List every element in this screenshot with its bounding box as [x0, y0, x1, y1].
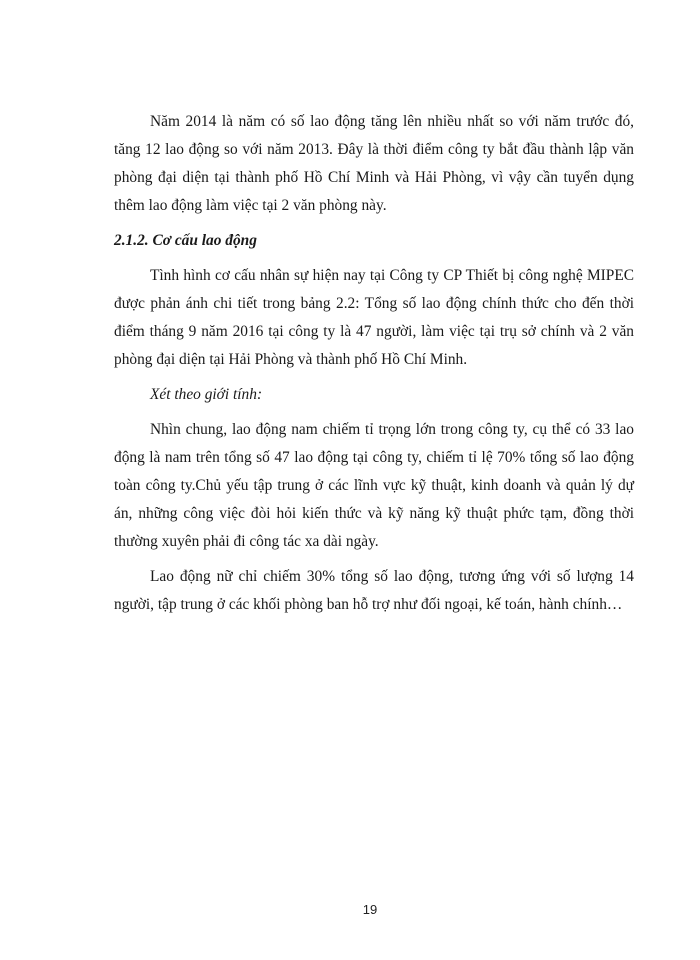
page-number: 19 — [362, 902, 378, 917]
paragraph-female-workers: Lao động nữ chỉ chiếm 30% tổng số lao động, tương ứng với số lượng 14 người, tập trung ở các khối phòng ban hỗ trợ như đối ngoại, kế toán, hành chính… — [114, 568, 634, 613]
document-body — [114, 108, 634, 626]
paragraph-2014-growth: Năm 2014 là năm có số lao động tăng lên nhiều nhất so với năm trước đó, tăng 12 lao động so với năm 2013. Đây là thời điểm công ty bắt đầu thành lập văn phòng đại diện tại thành phố Hồ Chí Minh và Hải Phòng, vì vậy cần tuyển dụng thêm lao động làm việc tại 2 văn phòng này. — [114, 113, 634, 214]
subheading-gender: Xét theo giới tính: — [150, 386, 263, 403]
paragraph-structure-intro: Tình hình cơ cấu nhân sự hiện nay tại Công ty CP Thiết bị công nghệ MIPEC được phản ánh chi tiết trong bảng 2.2: Tổng số lao động chính thức cho đến thời điểm tháng 9 năm 2016 tại công ty là 47 người, làm việc tại trụ sở chính và 2 văn phòng đại diện tại Hải Phòng và thành phố Hồ Chí Minh. — [114, 267, 634, 368]
paragraph-male-workers: Nhìn chung, lao động nam chiếm tỉ trọng lớn trong công ty, cụ thể có 33 lao động là nam trên tổng số 47 lao động tại công ty, chiếm tỉ lệ 70% tổng số lao động toàn công ty.Chủ yếu tập trung ở các lĩnh vực kỹ thuật, kinh doanh và quản lý dự án, những công việc đòi hỏi kiến thức và kỹ năng kỹ thuật phức tạm, đồng thời thường xuyên phải đi công tác xa dài ngày. — [114, 421, 634, 550]
section-heading: 2.1.2. Cơ cấu lao động — [114, 232, 257, 249]
